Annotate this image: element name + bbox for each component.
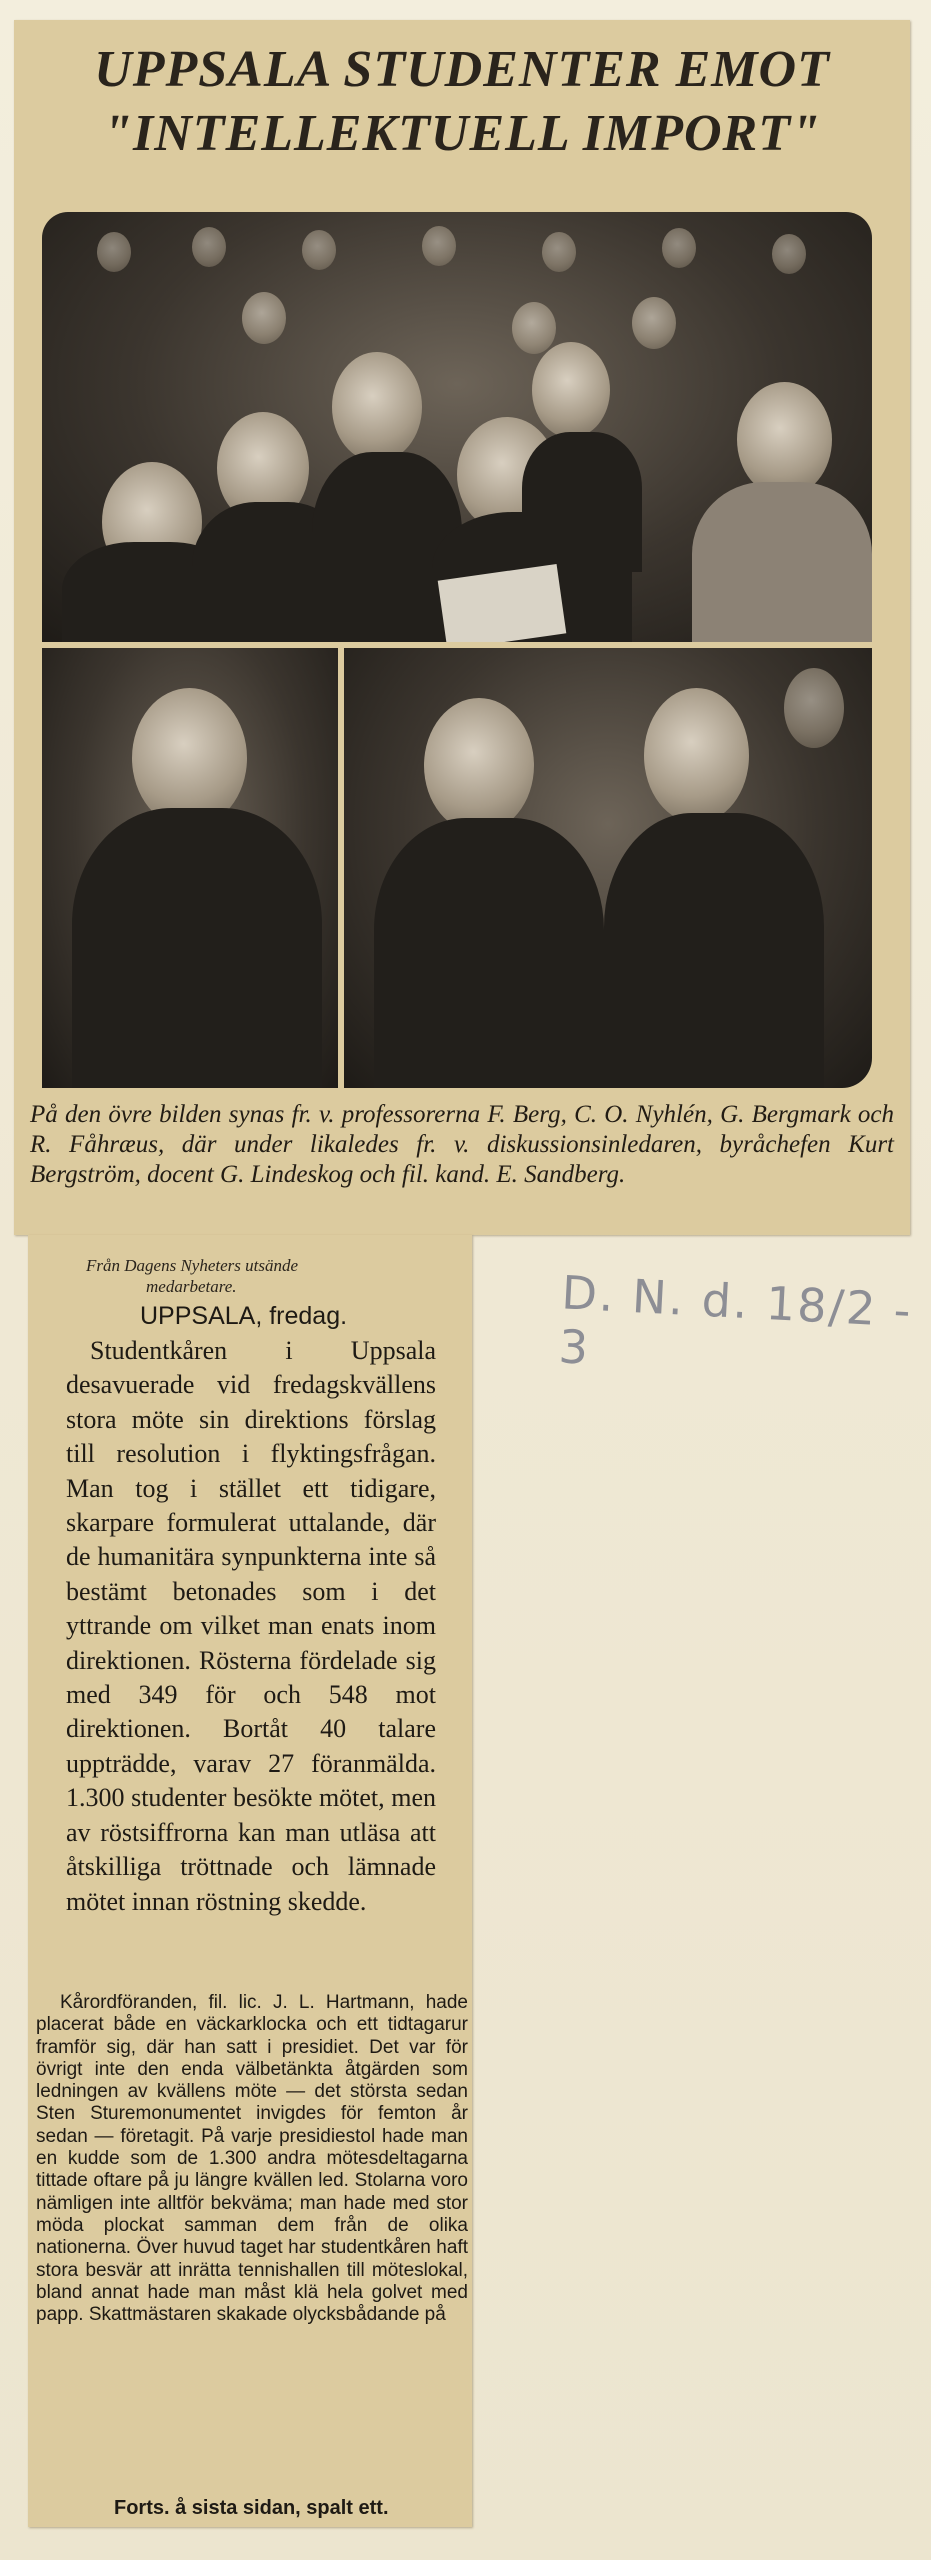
handwritten-date-note: D. N. d. 18/2 - 3 xyxy=(557,1265,914,1375)
lead-paragraph-text: Studentkåren i Uppsala desavuerade vid fredagskvällens stora möte sin direktions förslag till resolution i flyktingsfrågan. Man tog i stället ett tidigare, skarpare formulerat uttalande, där de humanitära synpunkterna inte så bestämt betonades som i det yttrande om vilket man enats inom direktionen. Rösterna fördelade sig med 349 för och 548 mot direktionen. Bortåt 40 talare uppträdde, varav 27 föranmälda. 1.300 studenter besökte mötet, men av röstsiffrorna kan man utläsa att åtskilliga tröttnade och lämnade mötet innan röstning skedde. xyxy=(66,1336,436,1916)
dateline: UPPSALA, fredag. xyxy=(140,1302,348,1330)
body-paragraph-text: Kårordföranden, fil. lic. J. L. Hartmann, hade placerat både en väckarklocka och ett tidtagarur framför sig, där han satt i presidiet. Det var för övrigt inte den enda välbetänkta åtgärden som ledningen av kvällens möte — det största sedan Sten Sturemonumentet invigdes för femton år sedan — företagit. På varje presidiestol hade man en kudde som de 1.300 andra mötesdeltagarna tittade oftare på ju längre kvällen led. Stolarna voro nämligen inte alltför bekväma; man hade med stor möda plockat samman dem från de olika nationerna. Över huvud taget har studentkåren haft stora besvär att inrätta tennishallen till möteslokal, bland annat hade man måst klä hela golvet med papp. Skattmästaren skakade olycksbådande på xyxy=(36,1992,468,2326)
photo-professors xyxy=(42,212,872,642)
headline xyxy=(24,38,900,166)
photo-lindeskog-sandberg xyxy=(344,648,872,1088)
lead-paragraph xyxy=(66,1334,436,1919)
byline-line-2: medarbetare. xyxy=(146,1277,237,1296)
continued-note: Forts. å sista sidan, spalt ett. xyxy=(114,2497,389,2519)
headline-line-2: "INTELLEKTUELL IMPORT" xyxy=(103,105,821,162)
headline-line-1: UPPSALA STUDENTER EMOT xyxy=(94,41,830,98)
byline-line-1: Från Dagens Nyheters utsände xyxy=(86,1256,299,1275)
byline xyxy=(86,1255,416,1297)
photo-caption: På den övre bilden synas fr. v. professorerna F. Berg, C. O. Nyhlén, G. Bergmark och R. Fåhræus, där under likaledes fr. v. diskussionsinledaren, byråchefen Kurt Bergström, docent G. Lindeskog och fil. kand. E. Sandberg. xyxy=(30,1101,894,1188)
photo-kurt-bergstrom xyxy=(42,648,338,1088)
body-paragraph xyxy=(36,1992,468,2326)
